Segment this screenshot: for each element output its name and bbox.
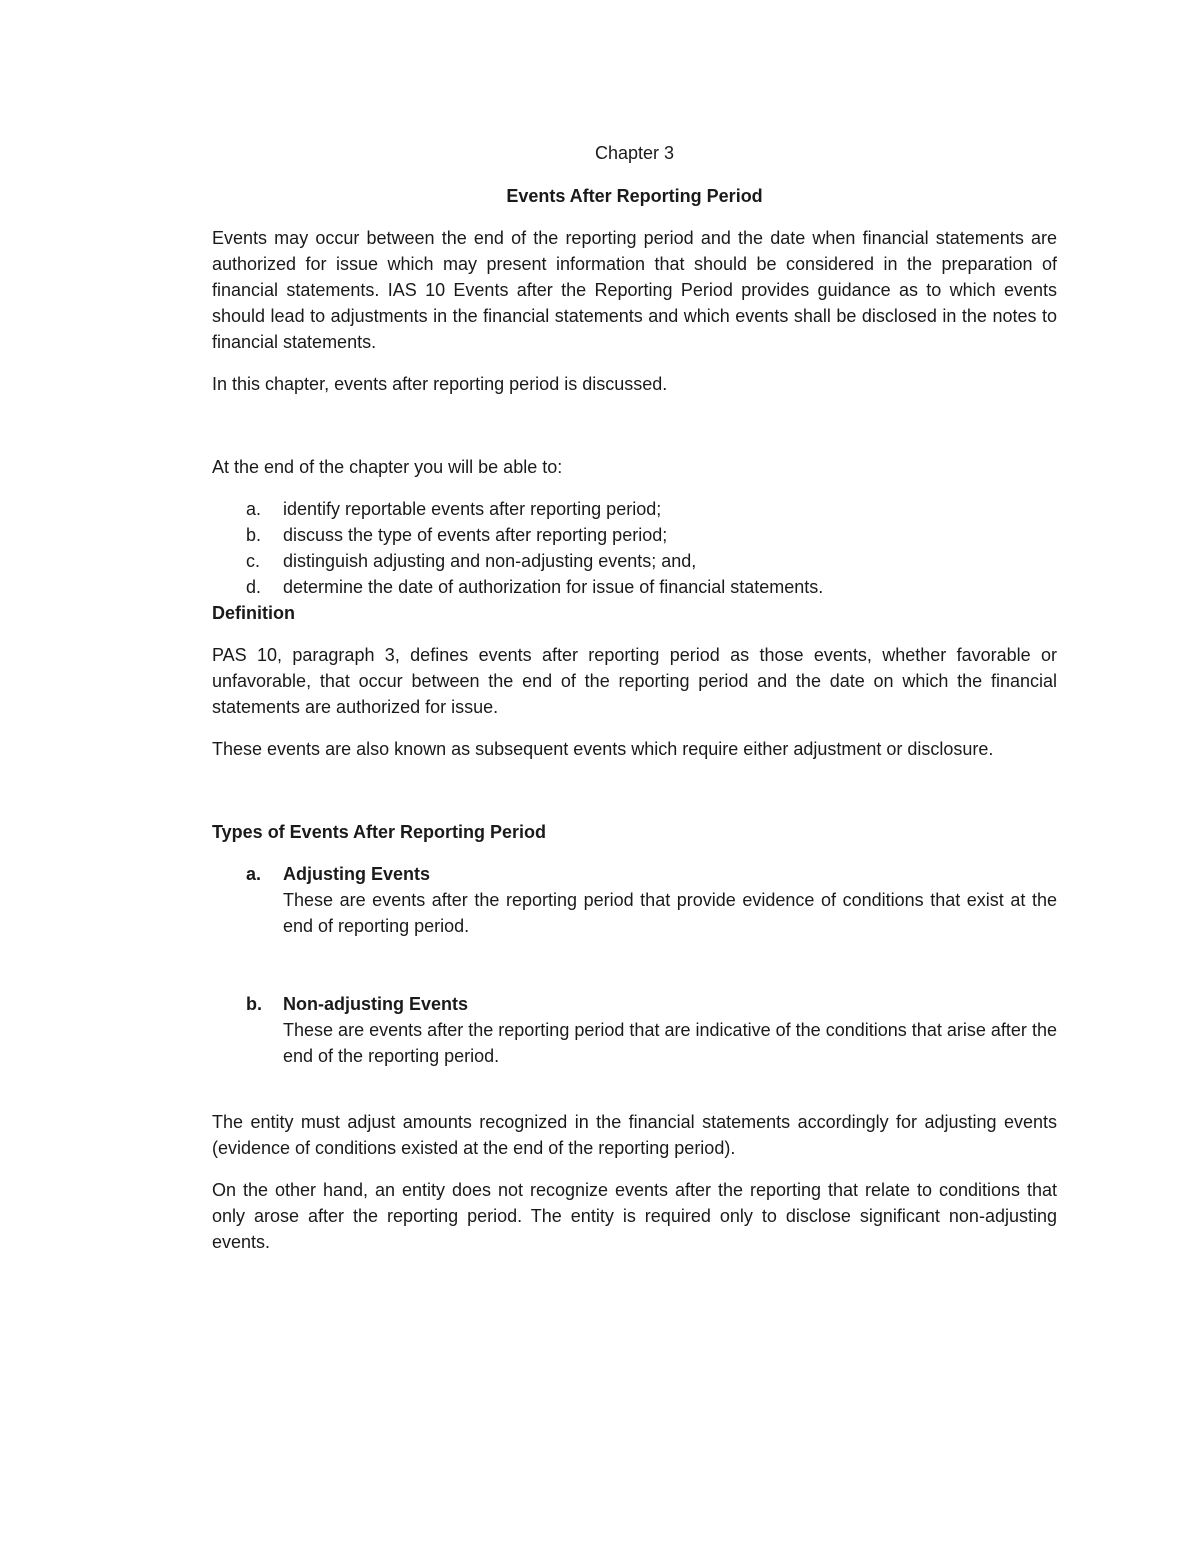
chapter-label: Chapter 3 bbox=[594, 143, 675, 163]
list-item-text: determine the date of authorization for issue of financial statements. bbox=[283, 577, 824, 597]
list-item bbox=[212, 522, 1057, 548]
list-item-text: identify reportable events after reporting period; bbox=[283, 499, 662, 519]
list-marker: b. bbox=[246, 994, 262, 1014]
chapter-title: Events After Reporting Period bbox=[506, 186, 763, 206]
list-marker: a. bbox=[246, 864, 262, 884]
type-title: Adjusting Events bbox=[283, 864, 431, 884]
type-body bbox=[283, 861, 1057, 939]
list-item-text: distinguish adjusting and non-adjusting events; and, bbox=[283, 551, 697, 571]
definition-paragraph-1: PAS 10, paragraph 3, defines events after reporting period as those events, whether favorable or unfavorable, that occur between the end of the reporting period and the date on which the financial statements are authorized for issue. bbox=[212, 645, 1057, 717]
type-item-non-adjusting bbox=[212, 991, 1057, 1069]
list-marker: c. bbox=[246, 551, 261, 571]
list-marker: d. bbox=[246, 577, 262, 597]
type-description: These are events after the reporting period that are indicative of the conditions that arise after the end of the reporting period. bbox=[283, 1020, 1057, 1066]
list-item bbox=[212, 548, 1057, 574]
definition-paragraph-2: These events are also known as subsequent events which require either adjustment or disclosure. bbox=[212, 739, 994, 759]
list-item-text: discuss the type of events after reporting period; bbox=[283, 525, 668, 545]
types-list bbox=[212, 861, 1057, 1069]
objectives-list bbox=[212, 496, 1057, 600]
intro-paragraph-2: In this chapter, events after reporting period is discussed. bbox=[212, 374, 668, 394]
list-item bbox=[212, 574, 1057, 600]
type-body bbox=[283, 991, 1057, 1069]
types-heading: Types of Events After Reporting Period bbox=[212, 822, 547, 842]
closing-paragraph-1: The entity must adjust amounts recognized in the financial statements accordingly for adjusting events (evidence of conditions existed at the end of the reporting period). bbox=[212, 1112, 1057, 1158]
closing-paragraph-2: On the other hand, an entity does not recognize events after the reporting that relate to conditions that only arose after the reporting period. The entity is required only to disclose significant non-adjusting events. bbox=[212, 1180, 1057, 1252]
type-description: These are events after the reporting period that provide evidence of conditions that exist at the end of reporting period. bbox=[283, 890, 1057, 936]
list-marker: a. bbox=[246, 499, 262, 519]
definition-heading: Definition bbox=[212, 603, 295, 623]
objectives-lead: At the end of the chapter you will be able to: bbox=[212, 457, 563, 477]
type-item-adjusting bbox=[212, 861, 1057, 939]
list-item bbox=[212, 496, 1057, 522]
document-page bbox=[212, 140, 1057, 1255]
intro-paragraph-1: Events may occur between the end of the reporting period and the date when financial statements are authorized for issue which may present information that should be considered in the preparation of financial statements. IAS 10 Events after the Reporting Period provides guidance as to which events should lead to adjustments in the financial statements and which events shall be disclosed in the notes to financial statements. bbox=[212, 228, 1057, 352]
list-marker: b. bbox=[246, 525, 262, 545]
type-title: Non-adjusting Events bbox=[283, 994, 469, 1014]
